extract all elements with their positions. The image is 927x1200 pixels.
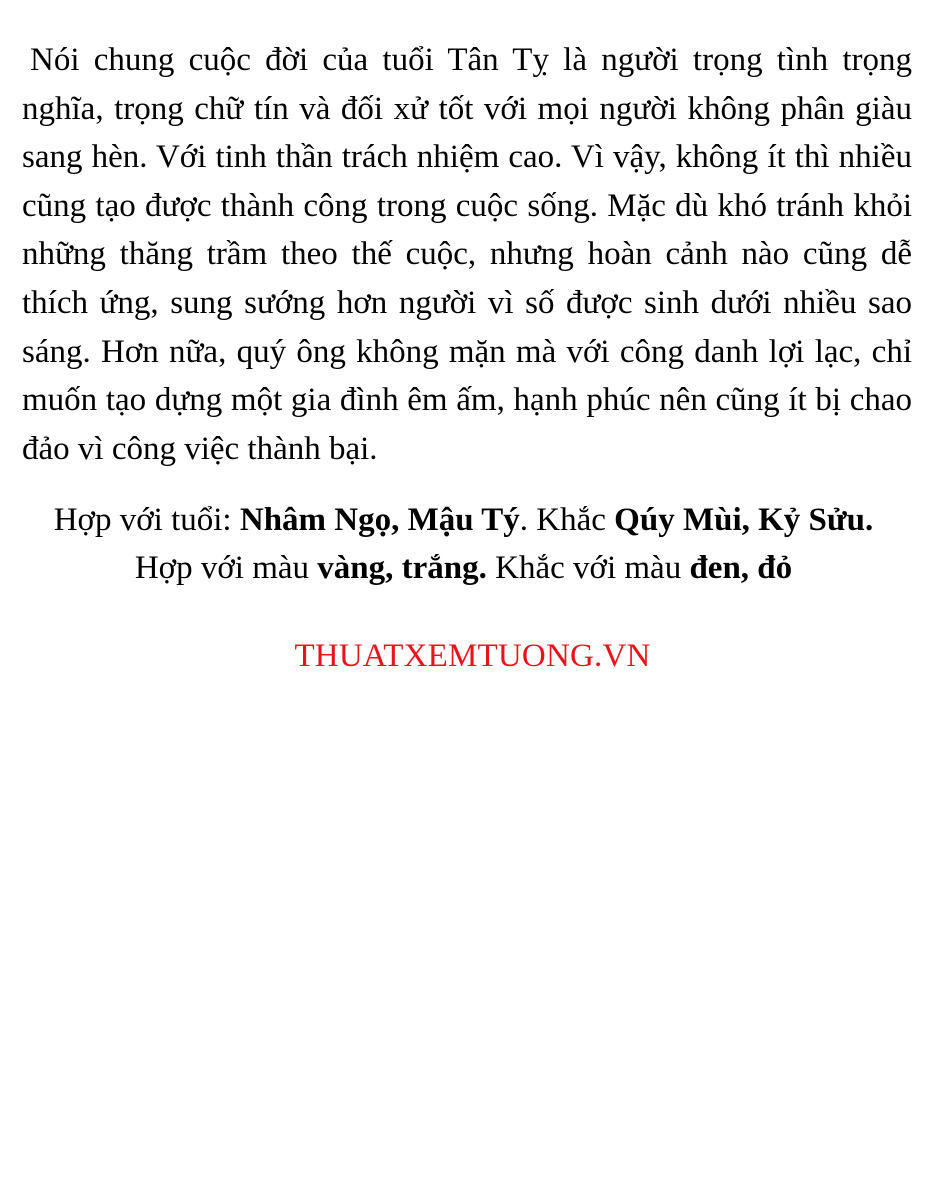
compatible-colors-line (0, 544, 927, 592)
incompatible-colors-label: Khắc với màu (486, 550, 690, 586)
incompatible-colors-value: đen, đỏ (689, 550, 793, 586)
body-paragraph: Nói chung cuộc đời của tuổi Tân Tỵ là người trọng tình trọng nghĩa, trọng chữ tín và đối xử tốt với mọi người không phân giàu sang hèn. Với tinh thần trách nhiệm cao. Vì vậy, không ít thì nhiều cũng tạo được thành công trong cuộc sống. Mặc dù khó tránh khỏi những thăng trầm theo thế cuộc, nhưng hoàn cảnh nào cũng dễ thích ứng, sung sướng hơn người vì số được sinh dưới nhiều sao sáng. Hơn nữa, quý ông không mặn mà với công danh lợi lạc, chỉ muốn tạo dựng một gia đình êm ấm, hạnh phúc nên cũng ít bị chao đảo vì công việc thành bại. (22, 42, 912, 467)
website-watermark: THUATXEMTUONG.VN (294, 638, 651, 674)
compatible-ages-label: Hợp với tuổi: (53, 502, 240, 538)
compatible-ages-value: Nhâm Ngọ, Mậu Tý (239, 502, 520, 538)
compatible-ages-line (0, 496, 927, 544)
compatibility-block (0, 496, 927, 592)
incompatible-ages-value: Qúy Mùi, Kỷ Sửu. (614, 502, 874, 538)
compatible-colors-value: vàng, trắng. (317, 550, 487, 586)
compatible-colors-label: Hợp với màu (134, 550, 318, 586)
incompatible-ages-label: . Khắc (519, 502, 615, 538)
